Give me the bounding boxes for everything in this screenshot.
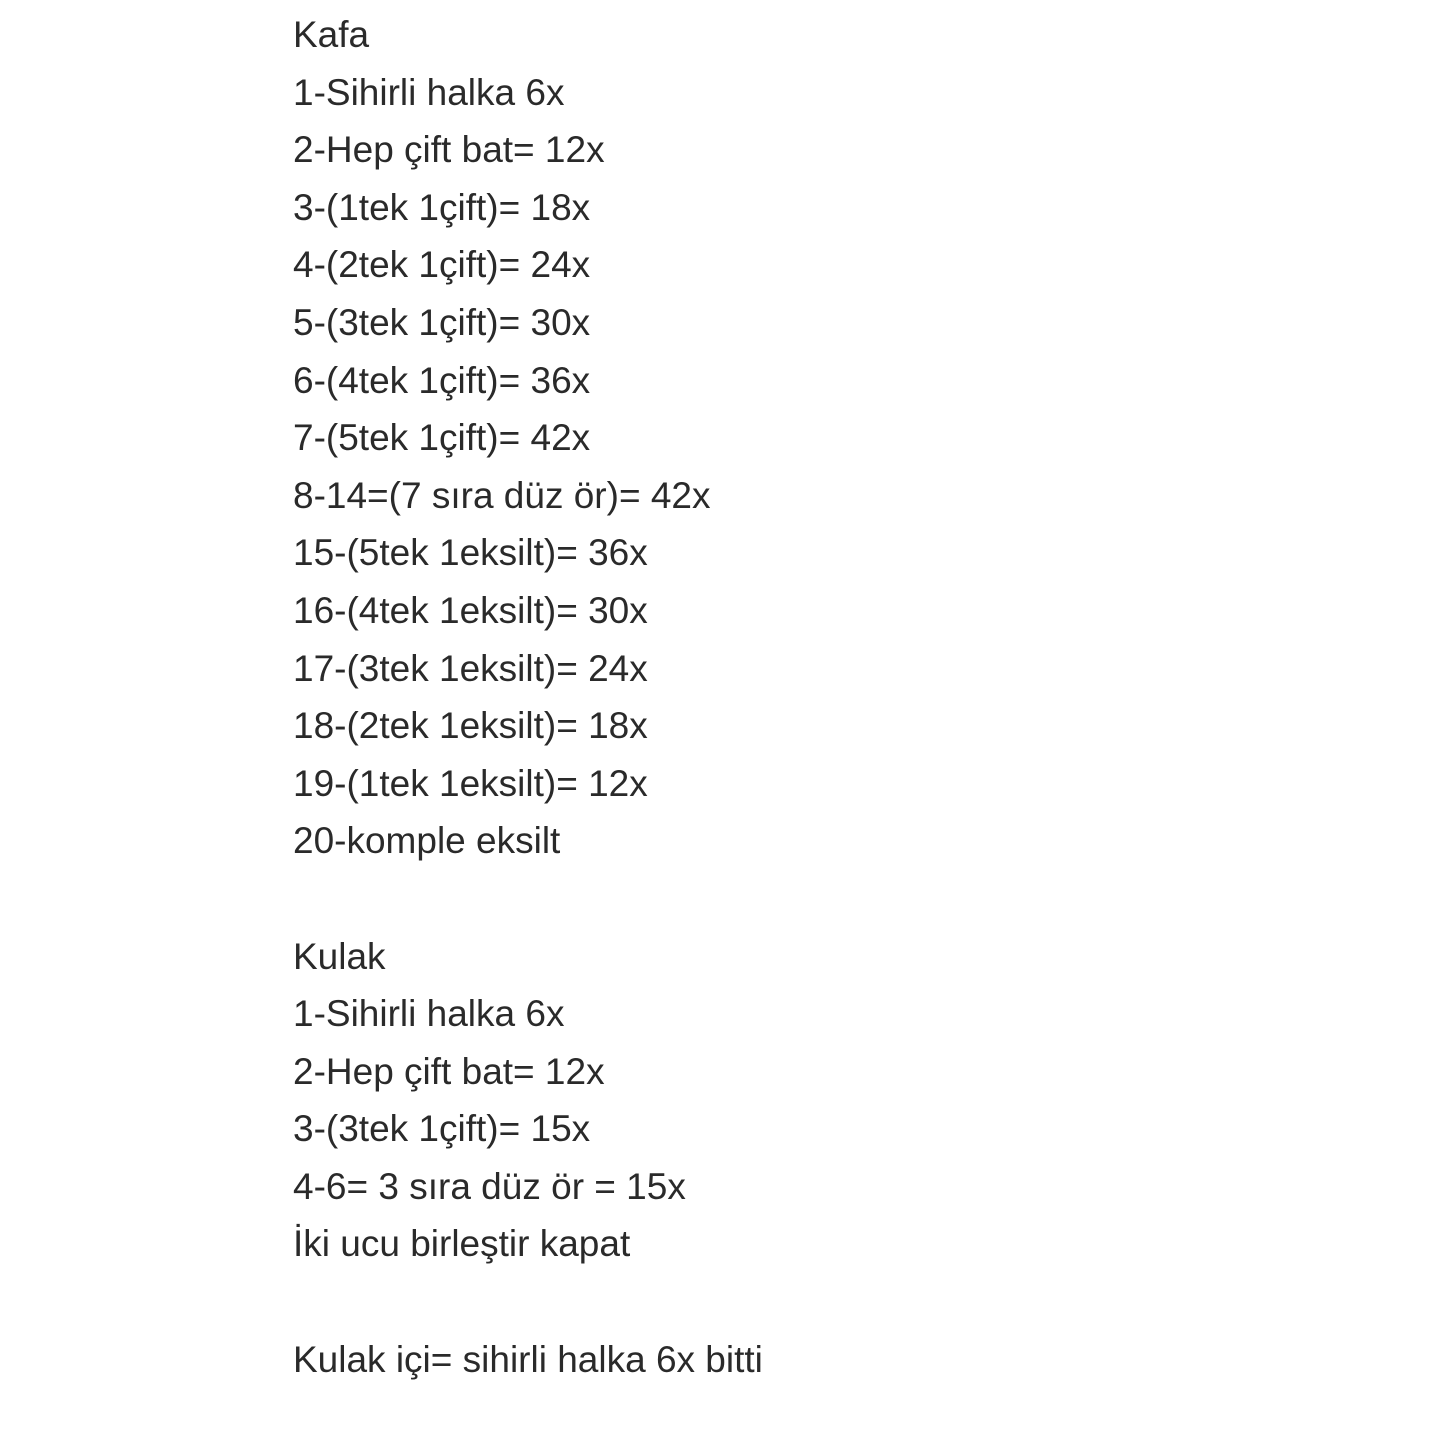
kafa-row-4: 4-(2tek 1çift)= 24x (293, 244, 591, 286)
kafa-row-1: 1-Sihirli halka 6x (293, 71, 565, 113)
section-title-kulak: Kulak (293, 935, 386, 977)
kafa-row-19: 19-(1tek 1eksilt)= 12x (293, 762, 648, 804)
kafa-row-20: 20-komple eksilt (293, 820, 561, 862)
kafa-row-18: 18-(2tek 1eksilt)= 18x (293, 705, 648, 747)
kafa-row-6: 6-(4tek 1çift)= 36x (293, 359, 591, 401)
pattern-note (293, 6, 1393, 1388)
kulak-row-3: 3-(3tek 1çift)= 15x (293, 1108, 591, 1150)
spacer (293, 870, 1393, 928)
kafa-row-7: 7-(5tek 1çift)= 42x (293, 417, 591, 459)
kulak-row-1: 1-Sihirli halka 6x (293, 993, 565, 1035)
kafa-row-5: 5-(3tek 1çift)= 30x (293, 301, 591, 343)
section-kulak (293, 928, 1393, 1274)
kafa-row-2: 2-Hep çift bat= 12x (293, 129, 605, 171)
section-kafa (293, 6, 1393, 870)
kafa-row-17: 17-(3tek 1eksilt)= 24x (293, 647, 648, 689)
kulak-row-4-6: 4-6= 3 sıra düz ör = 15x (293, 1165, 686, 1207)
kulak-row-2: 2-Hep çift bat= 12x (293, 1050, 605, 1092)
kulak-ici-note: Kulak içi= sihirli halka 6x bitti (293, 1338, 763, 1380)
kulak-row-finish: İki ucu birleştir kapat (293, 1223, 631, 1265)
spacer (293, 1273, 1393, 1331)
kafa-row-3: 3-(1tek 1çift)= 18x (293, 186, 591, 228)
kafa-row-8-14: 8-14=(7 sıra düz ör)= 42x (293, 474, 711, 516)
kafa-row-15: 15-(5tek 1eksilt)= 36x (293, 532, 648, 574)
kafa-row-16: 16-(4tek 1eksilt)= 30x (293, 589, 648, 631)
section-title-kafa: Kafa (293, 14, 370, 55)
